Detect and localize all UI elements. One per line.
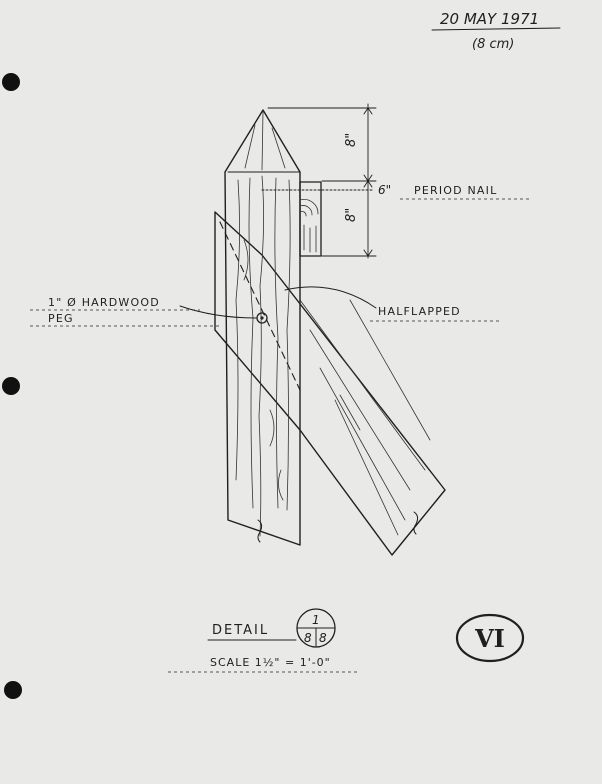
plate-number: VI	[475, 624, 505, 653]
halflapped-label: HALFLAPPED	[378, 305, 461, 318]
nail-size-label: 6"	[378, 183, 392, 197]
detail-sheet-left: 8	[304, 631, 312, 645]
halflapped-leader	[285, 287, 376, 308]
date-text: 20 MAY 1971	[440, 10, 540, 28]
dimension-middle: 8"	[344, 207, 359, 222]
nail-label: PERIOD NAIL	[414, 184, 498, 197]
binder-hole-middle	[2, 377, 20, 395]
detail-number: 1	[312, 613, 320, 627]
detail-label: DETAIL	[212, 623, 270, 638]
dimension-lines	[268, 104, 376, 258]
crossbeam-end	[300, 182, 321, 256]
scale-text: SCALE 1½" = 1'-0"	[210, 656, 331, 669]
dimension-top: 8"	[344, 132, 359, 147]
binder-hole-bottom	[4, 681, 22, 699]
detail-sheet-right: 8	[319, 631, 327, 645]
binder-hole-top	[2, 73, 20, 91]
peg-label-line1: 1" Ø HARDWOOD	[48, 296, 160, 309]
hardwood-peg-center	[260, 316, 263, 319]
peg-label-line2: PEG	[48, 312, 74, 325]
date-underline	[432, 28, 560, 30]
vertical-post	[225, 110, 300, 545]
date-subtext: (8 cm)	[472, 37, 515, 52]
peg-leader	[180, 306, 256, 318]
